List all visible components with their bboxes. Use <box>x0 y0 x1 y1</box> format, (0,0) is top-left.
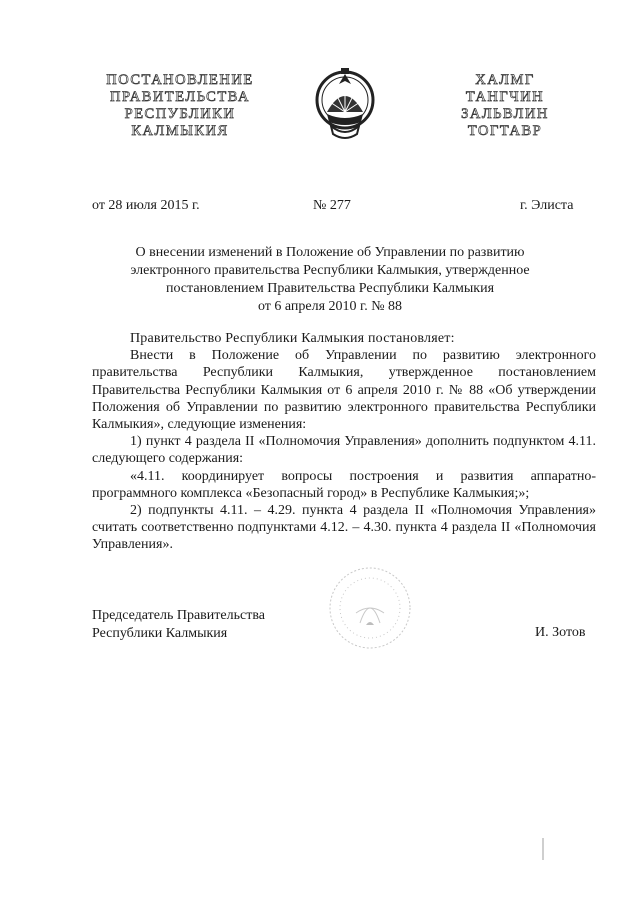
letterhead-right-line: ЗАЛЬВЛИН <box>461 106 549 122</box>
letterhead-left-line: РЕСПУБЛИКИ <box>124 106 236 122</box>
signatory-position <box>92 607 265 643</box>
coat-of-arms-icon <box>313 60 377 146</box>
scan-mark <box>542 838 544 860</box>
letterhead-left <box>100 72 260 140</box>
letterhead-left-line: ПОСТАНОВЛЕНИЕ <box>106 72 254 88</box>
letterhead-right-line: ТОГТАВР <box>467 123 543 139</box>
letterhead-right <box>450 72 560 140</box>
official-seal-icon <box>312 563 422 653</box>
title-line: постановлением Правительства Республики Калмыкия <box>165 281 495 296</box>
letterhead-left-line: КАЛМЫКИЯ <box>131 123 229 139</box>
signatory-name: И. Зотов <box>535 625 586 640</box>
letterhead-right-line: ХАЛМГ <box>475 72 535 88</box>
body-paragraph: 2) подпункты 4.11. – 4.29. пункта 4 раздела II «Полномочия Управления» считать соответственно подпунктами 4.12. – 4.30. пункта 4 раздела II «Полномочия Управления». <box>92 503 596 553</box>
document-body <box>92 330 596 554</box>
body-paragraph: Правительство Республики Калмыкия постановляет: <box>130 331 455 346</box>
document-number: № 277 <box>313 198 351 213</box>
signatory-position-line: Председатель Правительства <box>92 608 265 623</box>
letterhead-right-line: ТАНГЧИН <box>465 89 545 105</box>
document-title <box>100 244 560 316</box>
title-line: от 6 апреля 2010 г. № 88 <box>257 299 403 314</box>
title-line: О внесении изменений в Положение об Управлении по развитию <box>135 245 525 260</box>
document-city: г. Элиста <box>520 198 574 213</box>
body-paragraph: 1) пункт 4 раздела II «Полномочия Управления» дополнить подпунктом 4.11. следующего содержания: <box>92 434 596 467</box>
body-paragraph: Внести в Положение об Управлении по развитию электронного правительства Республики Калмыкия, утвержденное постановлением Правительства Республики Калмыкия от 6 апреля 2010 г. № 88 «Об утверждении Положения об Управлении по развитию электронного правительства Республики Калмыкия», следующие изменения: <box>92 348 596 433</box>
document-date: от 28 июля 2015 г. <box>92 198 200 213</box>
signatory-position-line: Республики Калмыкия <box>92 626 228 641</box>
title-line: электронного правительства Республики Калмыкия, утвержденное <box>130 263 530 278</box>
letterhead-left-line: ПРАВИТЕЛЬСТВА <box>110 89 250 105</box>
body-paragraph: «4.11. координирует вопросы построения и развития аппаратно-программного комплекса «Безопасный город» в Республике Калмыкия;»; <box>92 468 596 501</box>
